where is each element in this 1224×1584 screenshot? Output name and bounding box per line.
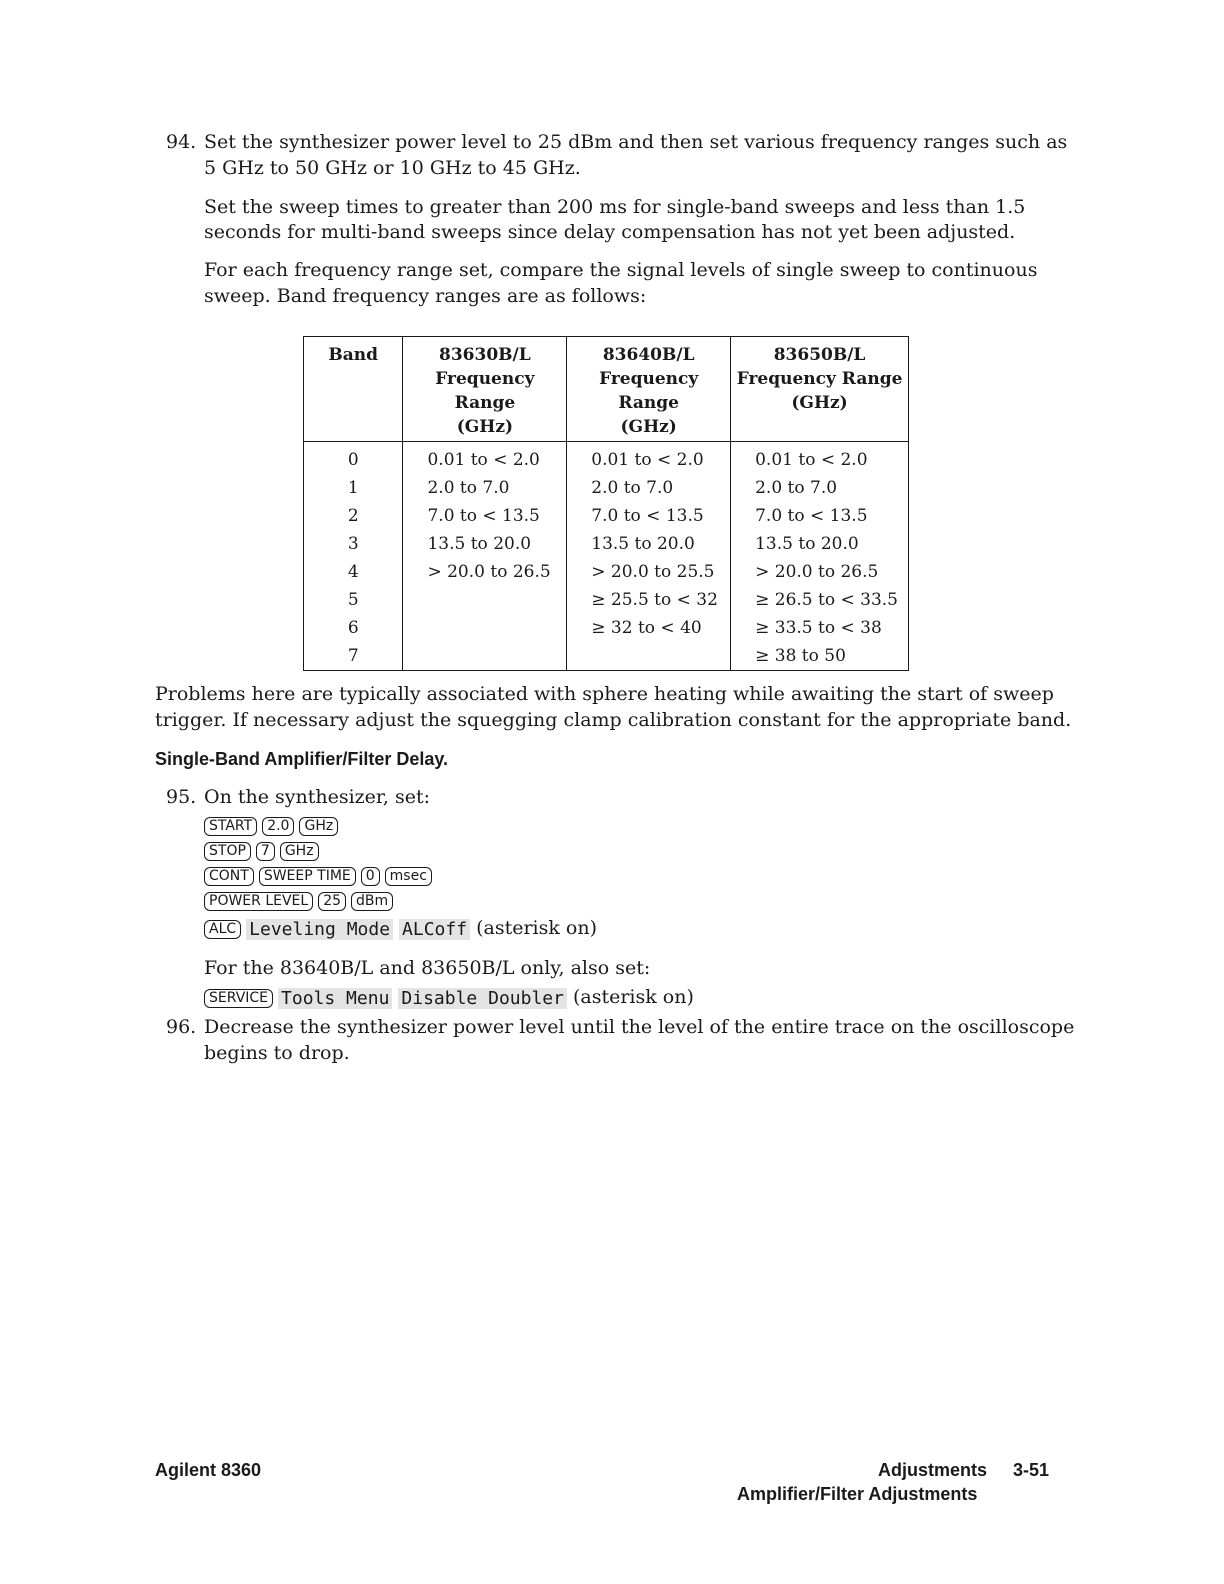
table-row [304,614,909,642]
header-83650 [731,337,909,442]
key-sequence-power-level [204,889,398,911]
range-cell: 7.0 to < 13.5 [567,502,731,530]
table-row [304,558,909,586]
tools-menu-softkey[interactable]: Tools Menu [278,988,392,1009]
key-sequence-service [204,986,694,1009]
value-key[interactable]: 2.0 [262,817,294,836]
header-83630 [403,337,567,442]
alc-key[interactable]: ALC [204,920,241,939]
value-key[interactable]: 25 [318,892,346,911]
range-cell: > 20.0 to 25.5 [567,558,731,586]
section-heading: Single-Band Amplifier/Filter Delay. [155,749,449,769]
ghz-key[interactable]: GHz [280,842,319,861]
band-cell: 1 [304,474,403,502]
band-cell: 6 [304,614,403,642]
range-cell: 7.0 to < 13.5 [403,502,567,530]
step-94-line-2: 5 GHz to 50 GHz or 10 GHz to 45 GHz. [204,157,581,179]
band-cell: 7 [304,642,403,671]
asterisk-note: (asterisk on) [572,986,694,1008]
range-cell: ≥ 32 to < 40 [567,614,731,642]
range-cell: 2.0 to 7.0 [731,474,909,502]
table-row [304,474,909,502]
range-cell [567,642,731,671]
range-cell: > 20.0 to 26.5 [403,558,567,586]
power-level-key[interactable]: POWER LEVEL [204,892,313,911]
step-95-number: 95. [166,786,197,808]
value-key[interactable]: 0 [361,867,380,886]
range-cell: 0.01 to < 2.0 [403,442,567,475]
range-cell [403,642,567,671]
step-96-number: 96. [166,1016,197,1038]
band-cell: 3 [304,530,403,558]
range-cell: 13.5 to 20.0 [731,530,909,558]
key-sequence-alc [204,917,597,940]
footer-page-number: 3-51 [1013,1460,1050,1480]
cont-key[interactable]: CONT [204,867,254,886]
range-cell [403,614,567,642]
leveling-mode-softkey[interactable]: Leveling Mode [246,919,393,940]
header-band-label: Band [328,345,379,365]
header-model: 83650B/L [773,345,866,365]
value-key[interactable]: 7 [256,842,275,861]
stop-key[interactable]: STOP [204,842,251,861]
sweep-time-key[interactable]: SWEEP TIME [259,867,356,886]
range-cell: 2.0 to 7.0 [403,474,567,502]
header-unit: (GHz) [620,417,677,437]
table-header-row [304,337,909,442]
header-frequency-range: Frequency Range [736,369,903,389]
sweep-time-line-2: seconds for multi-band sweeps since delay compensation has not yet been adjusted. [204,221,1016,243]
header-83640 [567,337,731,442]
disable-doubler-softkey[interactable]: Disable Doubler [398,988,567,1009]
range-cell: 13.5 to 20.0 [403,530,567,558]
also-set-text: For the 83640B/L and 83650B/L only, also set: [204,957,651,979]
step-96-line-1: Decrease the synthesizer power level until the level of the entire trace on the oscilloscope [204,1016,1075,1038]
band-cell: 4 [304,558,403,586]
header-model: 83640B/L [602,345,695,365]
key-sequence-start [204,814,343,836]
band-frequency-table [303,336,909,671]
table-row [304,530,909,558]
range-cell: 2.0 to 7.0 [567,474,731,502]
dbm-key[interactable]: dBm [351,892,393,911]
sweep-time-line-1: Set the sweep times to greater than 200 ms for single-band sweeps and less than 1.5 [204,196,1026,218]
step-95-intro: On the synthesizer, set: [204,786,431,808]
range-cell: 0.01 to < 2.0 [731,442,909,475]
ghz-key[interactable]: GHz [299,817,338,836]
range-cell [403,586,567,614]
compare-line-2: sweep. Band frequency ranges are as follows: [204,285,647,307]
range-cell: ≥ 33.5 to < 38 [731,614,909,642]
alcoff-softkey[interactable]: ALCoff [399,919,470,940]
range-cell: 0.01 to < 2.0 [567,442,731,475]
problems-line-1: Problems here are typically associated with sphere heating while awaiting the start of sweep [155,683,1054,705]
range-cell: 7.0 to < 13.5 [731,502,909,530]
key-sequence-stop [204,839,324,861]
table-row [304,502,909,530]
step-94-line-1: Set the synthesizer power level to 25 dBm and then set various frequency ranges such as [204,131,1068,153]
band-cell: 0 [304,442,403,475]
compare-line-1: For each frequency range set, compare the signal levels of single sweep to continuous [204,259,1038,281]
header-frequency-range: Frequency Range [435,369,535,413]
service-key[interactable]: SERVICE [204,989,273,1008]
footer-chapter: Adjustments [878,1460,988,1480]
key-sequence-sweep-time [204,864,437,886]
band-cell: 5 [304,586,403,614]
footer-section: Amplifier/Filter Adjustments [737,1484,978,1504]
footer-product: Agilent 8360 [155,1460,262,1480]
problems-line-2: trigger. If necessary adjust the squegging clamp calibration constant for the appropriate band. [155,709,1072,731]
step-94-number: 94. [166,131,197,153]
asterisk-note: (asterisk on) [476,917,597,939]
range-cell: 13.5 to 20.0 [567,530,731,558]
table-row [304,642,909,671]
header-frequency-range: Frequency Range [599,369,699,413]
header-band [304,337,403,442]
table-row [304,586,909,614]
range-cell: ≥ 38 to 50 [731,642,909,671]
header-unit: (GHz) [456,417,514,437]
table-row [304,442,909,475]
step-96-line-2: begins to drop. [204,1042,350,1064]
start-key[interactable]: START [204,817,257,836]
range-cell: > 20.0 to 26.5 [731,558,909,586]
range-cell: ≥ 25.5 to < 32 [567,586,731,614]
header-model: 83630B/L [439,345,531,365]
range-cell: ≥ 26.5 to < 33.5 [731,586,909,614]
band-cell: 2 [304,502,403,530]
msec-key[interactable]: msec [385,867,432,886]
header-unit: (GHz) [791,393,848,413]
